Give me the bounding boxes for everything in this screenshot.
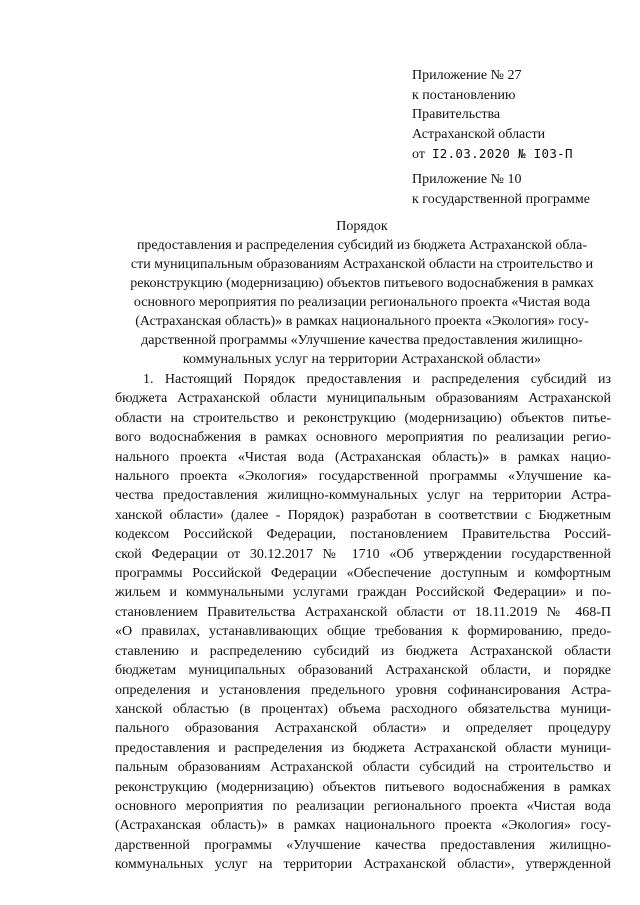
appendix-authority-line: Правительства	[412, 107, 501, 122]
document-title	[112, 217, 612, 369]
body-line: программы Российской Федерации «Обеспечение доступным и комфортным	[115, 566, 611, 582]
body-line: основного мероприятия по реализации регионального проекта «Чистая вода	[115, 798, 611, 814]
body-line: 1. Настоящий Порядок предоставления и распределения субсидий из	[143, 372, 611, 387]
title-line: (Астраханская область)» в рамках национального проекта «Экология» госу-	[135, 314, 589, 329]
body-line: предоставления и распределения из бюджета Астраханской области муници-	[115, 740, 611, 756]
date-number-stamp: I2.03.2020 № I03-П	[431, 146, 573, 161]
body-line: бюджета Астраханской области муниципальным образованиям Астраханской	[115, 391, 611, 407]
body-line: пального образования Астраханской области» и определяет процедуру	[115, 721, 611, 737]
body-line: кодексом Российской Федерации, постановлением Правительства Россий-	[115, 527, 611, 543]
appendix-date-line	[412, 144, 632, 165]
body-line: «О правилах, устанавливающих общие требования к формированию, предо-	[115, 624, 611, 640]
title-line: дарственной программы «Улучшение качества предоставления жилищно-	[141, 333, 583, 348]
body-line: области на строительство и реконструкцию (модернизацию) объектов питье-	[115, 410, 611, 426]
program-appendix-ref: к государственной программе	[412, 191, 590, 207]
title-line: предоставления и распределения субсидий из бюджета Астраханской обла-	[136, 238, 588, 253]
body-line: реконструкцию (модернизацию) объектов питьевого водоснабжения в рамках	[115, 779, 611, 795]
title-line: сти муниципальным образованиям Астраханской области на строительство и	[130, 257, 594, 272]
date-prefix: от	[412, 147, 425, 162]
body-line: чества предоставления жилищно-коммунальных услуг на территории Астра-	[115, 488, 611, 504]
appendix-program-block	[412, 170, 632, 209]
body-line: жильем и коммунальными услугами граждан Российской Федерации» и по-	[115, 585, 611, 601]
body-line: становлением Правительства Астраханской области от 18.11.2019 № 468-П	[115, 604, 611, 620]
program-appendix-number: Приложение № 10	[412, 172, 522, 187]
body-line: вого водоснабжения в рамках основного мероприятия по реализации регио-	[115, 430, 611, 446]
title-line: реконструкцию (модернизацию) объектов питьевого водоснабжения в рамках	[130, 276, 594, 291]
body-line: (Астраханская область)» в рамках национального проекта «Экология» госу-	[115, 818, 611, 834]
title-heading: Порядок	[336, 219, 388, 234]
appendix-main-block	[412, 66, 632, 165]
body-line: пальным образованиям Астраханской области субсидий на строительство и	[115, 760, 611, 776]
appendix-region-line: Астраханской области	[412, 126, 546, 142]
body-line: коммунальных услуг на территории Астраханской области», утвержденной	[115, 857, 611, 873]
title-line: основного мероприятия по реализации регионального проекта «Чистая вода	[133, 295, 591, 310]
body-line: нального проекта «Чистая вода (Астраханская область)» в рамках нацио-	[115, 449, 611, 465]
body-line: ханской областью (в процентах) объема расходного обязательства муници-	[115, 701, 611, 717]
body-paragraph	[115, 370, 611, 875]
title-line: коммунальных услуг на территории Астраханской области»	[182, 352, 542, 367]
body-line: ской Федерации от 30.12.2017 № 1710 «Об утверждении государственной	[115, 546, 611, 562]
appendix-ref-line: к постановлению	[412, 87, 516, 103]
body-line: ханской области» (далее - Порядок) разработан в соответствии с Бюджетным	[115, 507, 611, 523]
appendix-number: Приложение № 27	[412, 68, 522, 83]
body-line: определения и установления предельного уровня софинансирования Астра-	[115, 682, 611, 698]
body-line: ставлению и распределению субсидий из бюджета Астраханской области	[115, 643, 611, 659]
body-line: нального проекта «Экология» государственной программы «Улучшение ка-	[115, 469, 611, 485]
body-line: дарственной программы «Улучшение качества предоставления жилищно-	[115, 837, 611, 853]
body-line: бюджетам муниципальных образований Астраханской области, и порядке	[115, 663, 611, 679]
